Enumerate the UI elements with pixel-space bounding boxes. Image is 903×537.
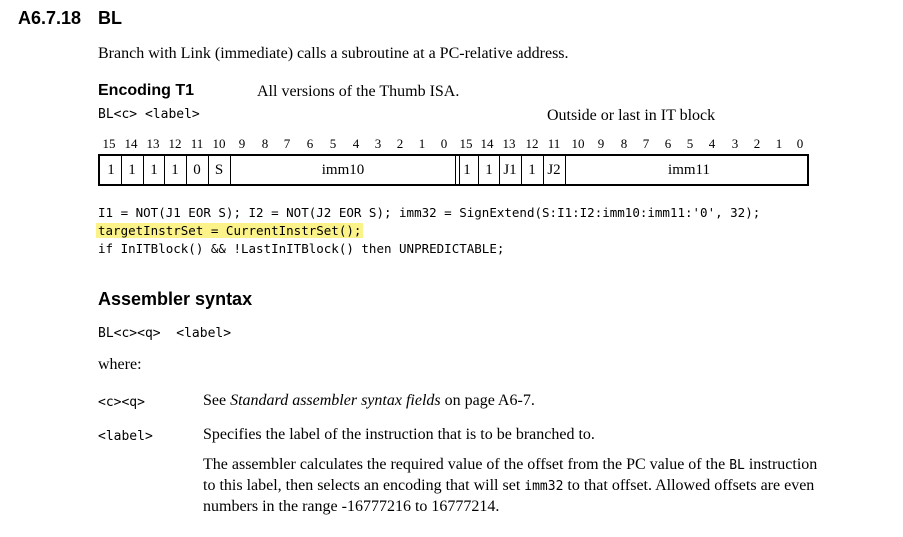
decode-line-2 bbox=[98, 223, 363, 238]
bit-field-second-12: 1 bbox=[528, 162, 536, 178]
bit-divider bbox=[143, 156, 144, 184]
bit-field-14: 1 bbox=[128, 162, 136, 178]
encoding-syntax: BL<c> <label> bbox=[98, 107, 200, 122]
bit-number: 4 bbox=[708, 136, 716, 151]
inline-code: BL bbox=[729, 458, 745, 473]
encoding-description: All versions of the Thumb ISA. bbox=[257, 83, 460, 100]
bit-number: 1 bbox=[418, 136, 426, 151]
bit-number: 12 bbox=[168, 136, 182, 151]
bit-number: 5 bbox=[686, 136, 694, 151]
bit-number: 8 bbox=[620, 136, 628, 151]
field-imm11: imm11 bbox=[668, 162, 710, 178]
bit-number: 3 bbox=[731, 136, 739, 151]
bit-divider bbox=[186, 156, 187, 184]
bit-field-second-14: 1 bbox=[485, 162, 493, 178]
bit-number: 8 bbox=[261, 136, 269, 151]
bit-divider bbox=[164, 156, 165, 184]
bit-number: 15 bbox=[102, 136, 116, 151]
assembler-heading: Assembler syntax bbox=[98, 289, 253, 309]
decode-line-1: I1 = NOT(J1 EOR S); I2 = NOT(J2 EOR S); imm32 = SignExtend(S:I1:I2:imm10:imm11:'0', 32); bbox=[98, 205, 761, 220]
bit-number: 7 bbox=[283, 136, 291, 151]
where-label: where: bbox=[98, 356, 142, 373]
bit-number: 13 bbox=[146, 136, 160, 151]
decode-line-3: if InITBlock() && !LastInITBlock() then UNPREDICTABLE; bbox=[98, 241, 505, 256]
bit-divider bbox=[499, 156, 500, 184]
bit-field-second-15: 1 bbox=[463, 162, 471, 178]
bit-number: 14 bbox=[480, 136, 494, 151]
field-j2: J2 bbox=[547, 162, 561, 178]
assembler-syntax: BL<c><q> <label> bbox=[98, 326, 232, 341]
bit-field-15: 1 bbox=[107, 162, 115, 178]
bit-number: 15 bbox=[459, 136, 473, 151]
highlighted-code: targetInstrSet = CurrentInstrSet(); bbox=[98, 223, 362, 238]
it-block-note: Outside or last in IT block bbox=[547, 107, 716, 124]
section-title: BL bbox=[98, 8, 122, 28]
bit-number: 10 bbox=[212, 136, 226, 151]
desc-suffix: on page A6-7. bbox=[440, 392, 535, 409]
encoding-table bbox=[98, 154, 809, 186]
term-label: <label> bbox=[98, 429, 153, 444]
bit-field-12: 1 bbox=[171, 162, 179, 178]
bit-number: 6 bbox=[306, 136, 314, 151]
bit-number: 10 bbox=[571, 136, 585, 151]
bit-number: 4 bbox=[352, 136, 360, 151]
term-c-q-description bbox=[203, 392, 535, 410]
bit-number: 14 bbox=[124, 136, 138, 151]
intro-text: Branch with Link (immediate) calls a subroutine at a PC-relative address. bbox=[98, 45, 569, 62]
term-label-description: Specifies the label of the instruction that is to be branched to. bbox=[203, 426, 595, 443]
text: instruction to this label, then selects an encoding that will set bbox=[203, 456, 818, 494]
encoding-heading: Encoding T1 bbox=[98, 82, 194, 99]
section-number: A6.7.18 bbox=[18, 8, 82, 28]
bit-divider bbox=[478, 156, 479, 184]
desc-prefix: See bbox=[203, 392, 231, 409]
bit-number: 9 bbox=[238, 136, 246, 151]
bit-divider bbox=[121, 156, 122, 184]
bit-number: 11 bbox=[547, 136, 561, 151]
text: to that offset. Allowed offsets are even numbers in the range -16777216 to 16777214. bbox=[203, 477, 815, 515]
field-j1: J1 bbox=[503, 162, 517, 178]
bit-field-13: 1 bbox=[150, 162, 158, 178]
bit-number: 1 bbox=[775, 136, 783, 151]
halfword-divider bbox=[455, 156, 460, 184]
field-s: S bbox=[214, 162, 224, 178]
bit-number: 0 bbox=[796, 136, 804, 151]
text: The assembler calculates the required value of the offset from the PC value of the bbox=[203, 456, 730, 473]
bit-number: 6 bbox=[664, 136, 672, 151]
bit-number: 0 bbox=[440, 136, 448, 151]
offset-explanation bbox=[203, 455, 823, 517]
bit-number: 2 bbox=[396, 136, 404, 151]
bit-number: 11 bbox=[190, 136, 204, 151]
field-imm10: imm10 bbox=[321, 162, 365, 178]
bit-divider bbox=[565, 156, 566, 184]
bit-number: 7 bbox=[642, 136, 650, 151]
inline-code: imm32 bbox=[524, 479, 564, 494]
syntax-fields-reference[interactable]: Standard assembler syntax fields bbox=[230, 392, 441, 409]
bit-number: 12 bbox=[525, 136, 539, 151]
bit-number: 9 bbox=[597, 136, 605, 151]
bit-divider bbox=[521, 156, 522, 184]
bit-divider bbox=[543, 156, 544, 184]
bit-number: 5 bbox=[329, 136, 337, 151]
bit-field-11: 0 bbox=[193, 162, 201, 178]
bit-divider bbox=[208, 156, 209, 184]
bit-number: 2 bbox=[753, 136, 761, 151]
bit-divider bbox=[230, 156, 231, 184]
term-c-q: <c><q> bbox=[98, 395, 145, 410]
bit-number: 13 bbox=[502, 136, 516, 151]
bit-number: 3 bbox=[374, 136, 382, 151]
